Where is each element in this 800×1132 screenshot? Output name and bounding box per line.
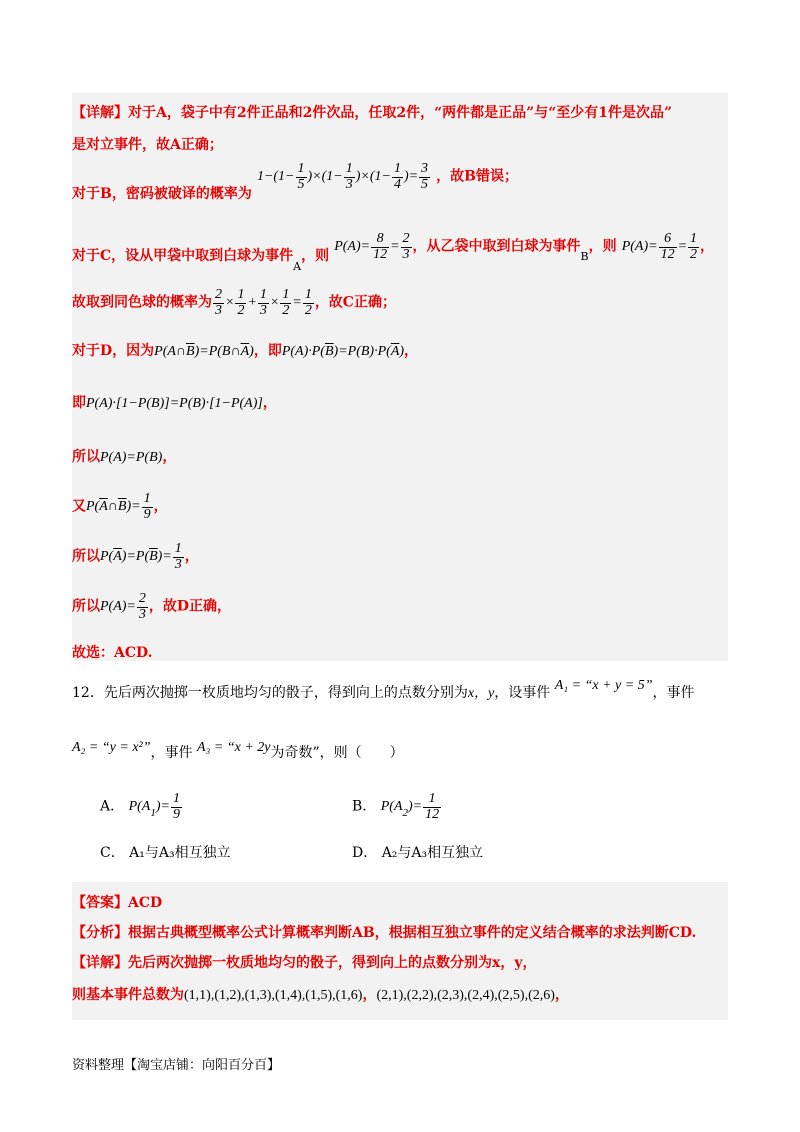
answer-line: 【答案】ACD	[72, 895, 163, 911]
formula-d7: P(A)= $\frac{2}{3}$	[100, 591, 146, 622]
detail-line-10: 所以$P(\overline{A})=P(\overline{B})=$ $\frac{1}{3}$ ，	[72, 541, 199, 572]
formula-d5: $P(\overline{A}\cap\overline{B})=$ $\frac{1}{9}$	[86, 491, 151, 522]
footer-credit: 资料整理【淘宝店铺：向阳百分百】	[72, 1058, 281, 1073]
formula-d3: P(A)·[1−P(B)]=P(B)·[1−P(A)]	[86, 396, 263, 411]
detail-line-4: 对于C，设从甲袋中取到白球为事件$_A$，则 P(A)= $\frac{8}{12}$ = $\frac{2}{3}$ ，从乙袋中取到白球为事件$_B$，则 P(A)= $\frac{6}{12}$ = $\frac{1}{2}$ ，	[72, 231, 715, 274]
answer-detail-line: 【详解】先后两次抛掷一枚质地均匀的骰子，得到向上的点数分别为x，y，	[72, 955, 537, 971]
detail-line-8: 所以P(A)=P(B)，	[72, 449, 177, 465]
question-12-line-1: 12．先后两次抛掷一枚质地均匀的骰子，得到向上的点数分别为x，y，设事件 A₁ = “x + y = 5”，事件	[72, 678, 695, 701]
formula-d6: $P(\overline{A})=P(\overline{B})=$ $\frac{1}{3}$	[100, 541, 182, 572]
detail-line-2: 是对立事件，故A正确；	[72, 137, 223, 153]
option-c[interactable]: C． A₁与A₃相互独立	[100, 845, 231, 861]
detail-line-1: 【详解】对于A，袋子中有2件正品和2件次品，任取2件，“两件都是正品”与“至少有1件是次品”	[72, 105, 673, 121]
analysis-line: 【分析】根据古典概型概率公式计算概率判断AB，根据相互独立事件的定义结合概率的求法判断CD.	[72, 925, 697, 941]
basic-events-line: 则基本事件总数为(1,1),(1,2),(1,3),(1,4),(1,5),(1,6)，(2,1),(2,2),(2,3),(2,4),(2,5),(2,6)，	[72, 987, 569, 1003]
option-b[interactable]: B． $P(A_2)=$ $\frac{1}{12}$	[352, 791, 440, 822]
detail-line-9: 又$P(\overline{A}\cap\overline{B})=$ $\frac{1}{9}$ ，	[72, 491, 168, 522]
detail-line-11: 所以P(A)= $\frac{2}{3}$ ，故D正确，	[72, 591, 232, 622]
detail-line-7: 即P(A)·[1−P(B)]=P(B)·[1−P(A)]，	[72, 395, 277, 411]
formula-d1: $P(A\cap\overline{B})=P(B\cap\overline{A})$	[154, 344, 254, 359]
formula-c1: P(A)= $\frac{8}{12}$ = $\frac{2}{3}$	[334, 231, 410, 262]
question-12-line-2: A₂ = “y = x²”，事件 A₃ = “x + 2y为奇数”，则（ ）	[72, 740, 404, 761]
formula-d2: $P(A)\cdot P(\overline{B})=P(B)\cdot P(\overline{A})$	[281, 344, 405, 359]
detail-line-6: 对于D，因为$P(A\cap\overline{B})=P(B\cap\overline{A})$，即$P(A)\cdot P(\overline{B})=P(B)\cdot P(\overline{A})$，	[72, 343, 419, 359]
option-a[interactable]: A． $P(A_1)=$ $\frac{1}{9}$	[100, 791, 180, 822]
formula-b: 1−(1− $\frac{1}{5}$ )×(1− $\frac{1}{3}$ )×(1− $\frac{1}{4}$ )= $\frac{3}{5}$	[256, 161, 429, 192]
detail-line-5: 故取到同色球的概率为 $\frac{2}{3}$ × $\frac{1}{2}$ + $\frac{1}{3}$ × $\frac{1}{2}$ = $\frac{1}{2}$ ，故C正确；	[72, 287, 396, 318]
formula-c3: $\frac{2}{3}$ × $\frac{1}{2}$ + $\frac{1}{3}$ × $\frac{1}{2}$ = $\frac{1}{2}$	[215, 287, 312, 318]
formula-c2: P(A)= $\frac{6}{12}$ = $\frac{1}{2}$	[621, 231, 698, 262]
detail-line-3: 对于B，密码被破译的概率为 1−(1− $\frac{1}{5}$ )×(1− $\frac{1}{3}$ )×(1− $\frac{1}{4}$ )= $\frac{3}{5}$ ，故B错误；	[72, 161, 518, 203]
detail-line-12: 故选：ACD.	[72, 645, 153, 661]
option-d[interactable]: D． A₂与A₃相互独立	[352, 845, 484, 861]
formula-d4: P(A)=P(B)	[100, 450, 163, 465]
